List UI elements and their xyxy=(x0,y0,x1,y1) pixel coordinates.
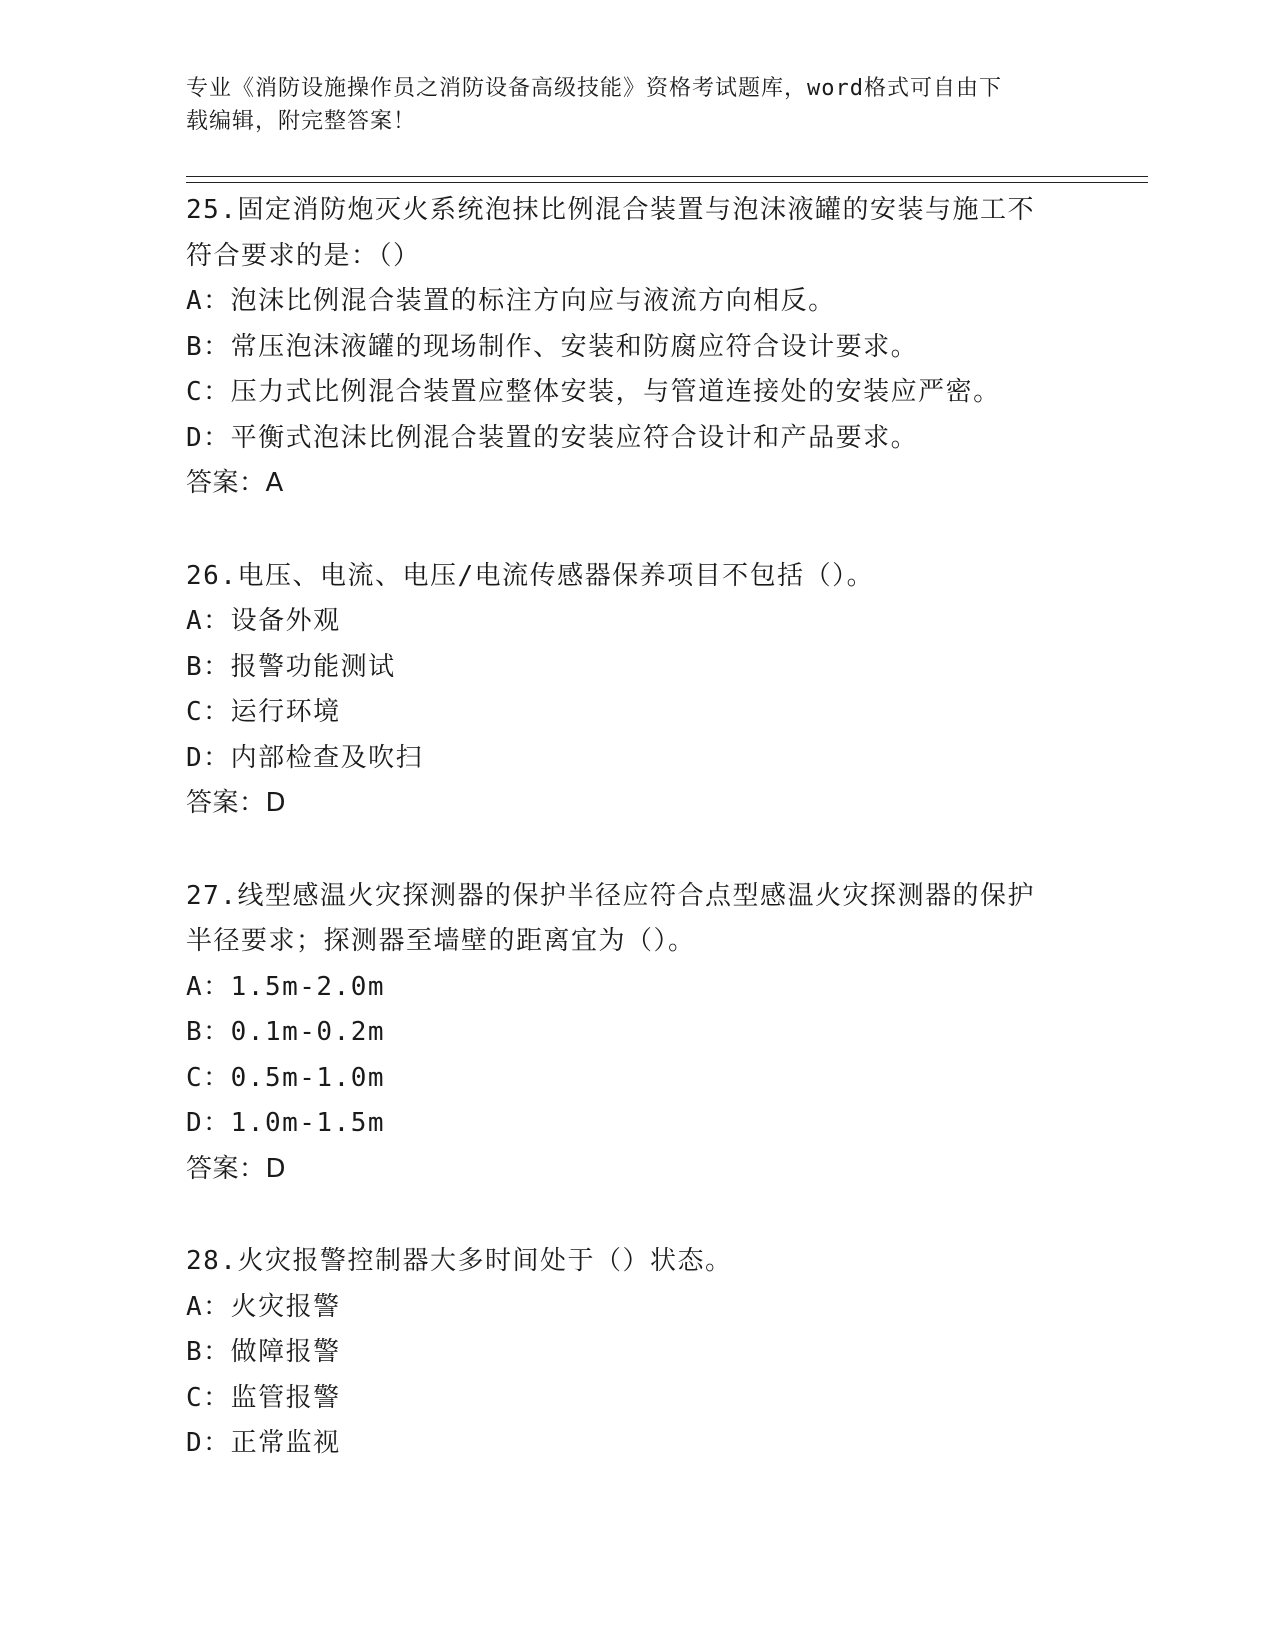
option-c: C：运行环境 xyxy=(186,697,341,727)
option-c: C：0.5m-1.0m xyxy=(186,1062,386,1093)
option-d: D：正常监视 xyxy=(186,1428,341,1458)
header-divider-top xyxy=(186,176,1148,177)
option-b: B：常压泡沫液罐的现场制作、安装和防腐应符合设计要求。 xyxy=(186,331,919,362)
question-stem: 符合要求的是：（） xyxy=(186,240,421,271)
question-stem: 27.线型感温火灾探测器的保护半径应符合点型感温火灾探测器的保护 xyxy=(186,880,1035,911)
answer: 答案：A xyxy=(186,468,284,498)
option-d: D：内部检查及吹扫 xyxy=(186,742,424,773)
option-b: B：做障报警 xyxy=(186,1337,341,1367)
option-b: B：报警功能测试 xyxy=(186,651,396,682)
option-a: A：设备外观 xyxy=(186,606,341,636)
question-26 xyxy=(186,554,1086,827)
option-d: D：平衡式泡沫比例混合装置的安装应符合设计和产品要求。 xyxy=(186,422,919,453)
question-27 xyxy=(186,874,1086,1193)
question-25 xyxy=(186,188,1086,507)
question-stem: 半径要求；探测器至墙壁的距离宜为（）。 xyxy=(186,926,696,956)
question-stem: 28.火灾报警控制器大多时间处于（）状态。 xyxy=(186,1246,733,1276)
option-b: B：0.1m-0.2m xyxy=(186,1017,386,1047)
header-line-1: 专业《消防设施操作员之消防设备高级技能》资格考试题库，word格式可自由下 xyxy=(186,76,1002,101)
header-divider-bottom xyxy=(186,182,1148,183)
option-d: D：1.0m-1.5m xyxy=(186,1108,386,1138)
option-a: A：1.5m-2.0m xyxy=(186,971,386,1002)
question-stem: 25.固定消防炮灭火系统泡抹比例混合装置与泡沫液罐的安装与施工不 xyxy=(186,195,1035,225)
option-c: C：监管报警 xyxy=(186,1382,341,1413)
option-c: C：压力式比例混合装置应整体安装，与管道连接处的安装应严密。 xyxy=(186,377,1001,407)
answer: 答案：D xyxy=(186,788,287,818)
option-a: A：泡沫比例混合装置的标注方向应与液流方向相反。 xyxy=(186,286,836,316)
question-28 xyxy=(186,1239,1086,1467)
question-list xyxy=(186,188,1086,1514)
option-a: A：火灾报警 xyxy=(186,1291,341,1322)
question-stem: 26.电压、电流、电压/电流传感器保养项目不包括（）。 xyxy=(186,560,875,591)
document-header xyxy=(186,72,1076,138)
header-line-2: 载编辑，附完整答案！ xyxy=(186,109,417,134)
answer: 答案：D xyxy=(186,1153,287,1184)
